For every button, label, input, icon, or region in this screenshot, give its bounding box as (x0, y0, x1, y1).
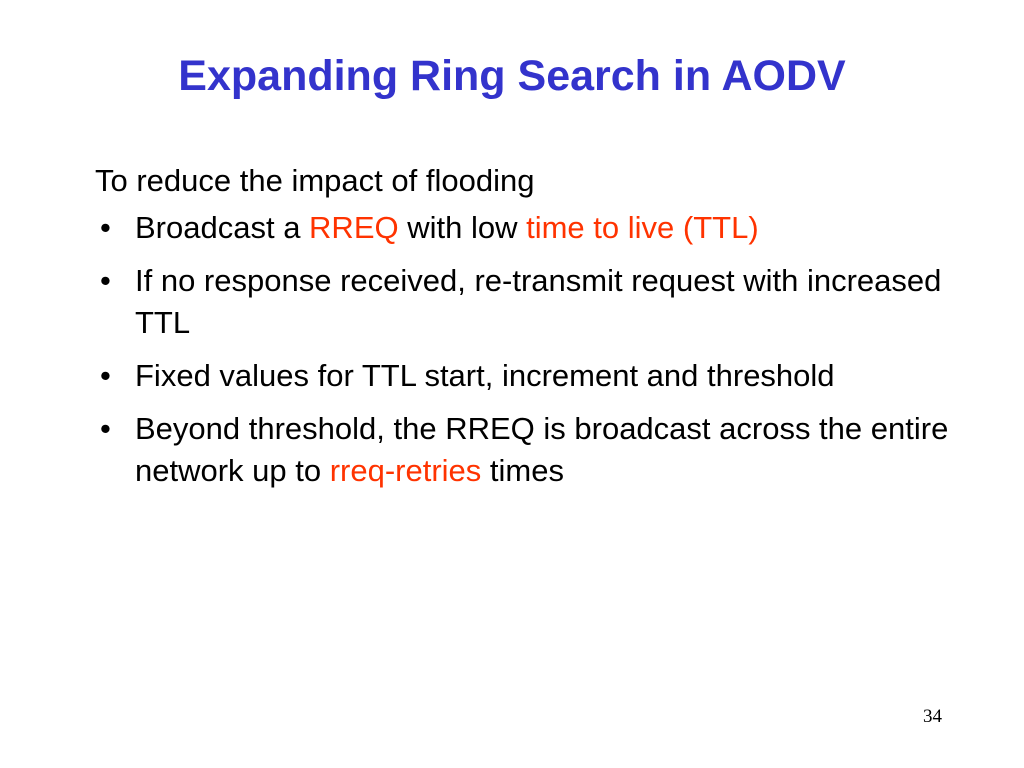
highlight-text: RREQ (309, 210, 399, 245)
bullet-icon: • (100, 358, 111, 393)
page-number: 34 (923, 706, 942, 727)
bullet-item (95, 260, 955, 344)
bullet-text-part: If no response received, re-transmit request with increased TTL (135, 263, 942, 340)
bullet-item (95, 207, 955, 249)
intro-text: To reduce the impact of flooding (95, 163, 535, 198)
bullet-text-part: Beyond threshold, the RREQ is broadcast across the entire network up to (135, 411, 949, 488)
bullet-item (95, 408, 955, 492)
bullet-text-part: Broadcast a (135, 210, 310, 245)
highlight-text: time to live (TTL) (526, 210, 759, 245)
bullet-list (95, 207, 955, 492)
highlight-text: rreq-retries (329, 453, 482, 488)
bullet-icon: • (100, 263, 111, 298)
bullet-text-part: with low (398, 210, 527, 245)
bullet-icon: • (100, 210, 111, 245)
bullet-item (95, 355, 955, 397)
slide-title: Expanding Ring Search in AODV (178, 52, 846, 100)
bullet-text-part: times (481, 453, 564, 488)
bullet-text-part: Fixed values for TTL start, increment and threshold (135, 358, 835, 393)
slide-body (95, 160, 955, 503)
bullet-icon: • (100, 411, 111, 446)
